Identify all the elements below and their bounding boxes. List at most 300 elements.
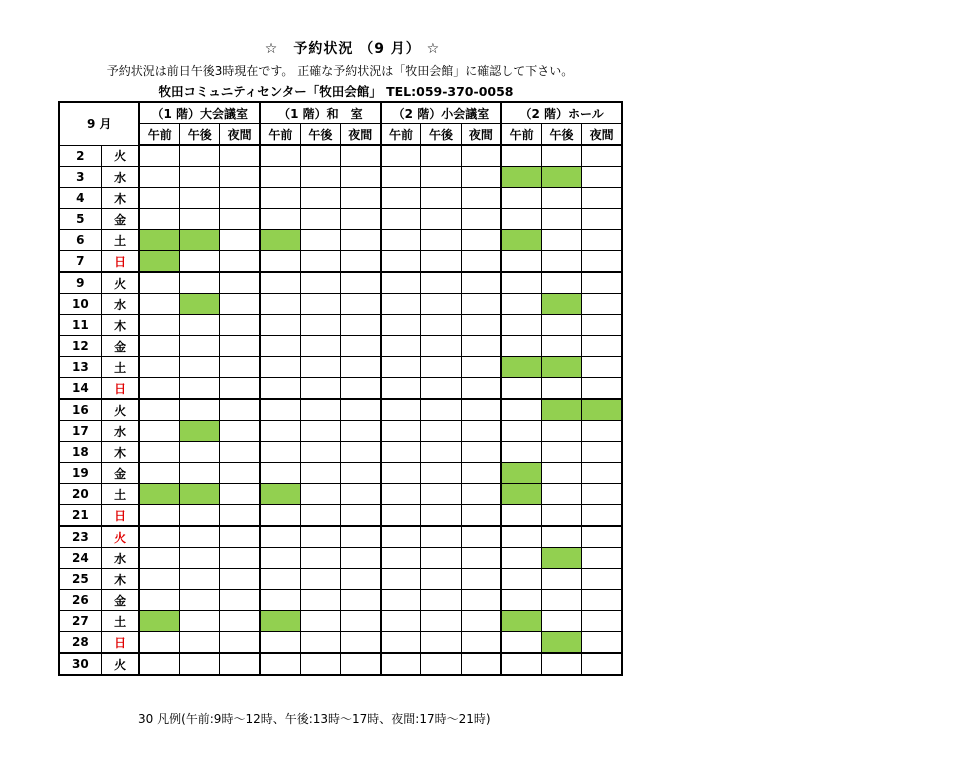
table-row [59, 357, 622, 378]
weekday-cell: 金 [101, 336, 139, 357]
open-slot [381, 378, 421, 400]
open-slot [582, 526, 622, 548]
table-row [59, 590, 622, 611]
open-slot [582, 421, 622, 442]
date-cell: 17 [59, 421, 101, 442]
open-slot [461, 145, 501, 167]
open-slot [582, 378, 622, 400]
open-slot [541, 315, 581, 336]
open-slot [180, 167, 220, 188]
open-slot [421, 653, 461, 675]
weekday-cell: 水 [101, 167, 139, 188]
open-slot [139, 548, 179, 569]
open-slot [300, 632, 340, 654]
open-slot [220, 611, 260, 632]
open-slot [340, 421, 380, 442]
table-row [59, 569, 622, 590]
table-row [59, 632, 622, 654]
table-row [59, 463, 622, 484]
open-slot [582, 251, 622, 273]
open-slot [180, 188, 220, 209]
open-slot [461, 188, 501, 209]
open-slot [421, 378, 461, 400]
open-slot [421, 548, 461, 569]
open-slot [300, 548, 340, 569]
open-slot [300, 294, 340, 315]
open-slot [220, 399, 260, 421]
open-slot [300, 505, 340, 527]
open-slot [139, 188, 179, 209]
date-cell: 18 [59, 442, 101, 463]
open-slot [300, 378, 340, 400]
table-row [59, 230, 622, 251]
open-slot [340, 463, 380, 484]
open-slot [260, 336, 300, 357]
open-slot [461, 548, 501, 569]
open-slot [139, 145, 179, 167]
open-slot [139, 357, 179, 378]
open-slot [180, 611, 220, 632]
open-slot [381, 653, 421, 675]
open-slot [421, 357, 461, 378]
open-slot [220, 167, 260, 188]
open-slot [139, 399, 179, 421]
open-slot [300, 590, 340, 611]
slot-header: 夜間 [461, 124, 501, 146]
open-slot [501, 442, 541, 463]
open-slot [139, 505, 179, 527]
open-slot [461, 611, 501, 632]
booked-slot [541, 294, 581, 315]
open-slot [381, 548, 421, 569]
open-slot [180, 505, 220, 527]
open-slot [340, 378, 380, 400]
open-slot [381, 399, 421, 421]
open-slot [381, 315, 421, 336]
date-cell: 27 [59, 611, 101, 632]
table-row [59, 272, 622, 294]
booked-slot [501, 611, 541, 632]
open-slot [381, 251, 421, 273]
table-row [59, 505, 622, 527]
open-slot [501, 294, 541, 315]
open-slot [260, 167, 300, 188]
open-slot [541, 188, 581, 209]
weekday-cell: 火 [101, 653, 139, 675]
booked-slot [260, 611, 300, 632]
page-title: ☆ 予約状況 （9 月） ☆ [264, 41, 441, 57]
open-slot [340, 272, 380, 294]
open-slot [220, 315, 260, 336]
open-slot [541, 251, 581, 273]
weekday-cell: 火 [101, 399, 139, 421]
open-slot [582, 611, 622, 632]
table-row [59, 653, 622, 675]
slot-header: 午後 [180, 124, 220, 146]
open-slot [220, 209, 260, 230]
open-slot [300, 272, 340, 294]
open-slot [260, 421, 300, 442]
open-slot [461, 463, 501, 484]
open-slot [501, 378, 541, 400]
date-cell: 19 [59, 463, 101, 484]
date-cell: 11 [59, 315, 101, 336]
open-slot [541, 653, 581, 675]
open-slot [220, 463, 260, 484]
open-slot [220, 653, 260, 675]
open-slot [381, 442, 421, 463]
open-slot [501, 209, 541, 230]
open-slot [139, 590, 179, 611]
booked-slot [582, 399, 622, 421]
table-row [59, 294, 622, 315]
table-row [59, 611, 622, 632]
open-slot [260, 272, 300, 294]
open-slot [260, 209, 300, 230]
weekday-cell: 金 [101, 590, 139, 611]
open-slot [421, 188, 461, 209]
open-slot [541, 421, 581, 442]
open-slot [180, 145, 220, 167]
open-slot [461, 590, 501, 611]
open-slot [260, 188, 300, 209]
date-cell: 3 [59, 167, 101, 188]
open-slot [300, 230, 340, 251]
open-slot [220, 336, 260, 357]
room-header: （1 階）和 室 [260, 102, 381, 124]
open-slot [340, 569, 380, 590]
open-slot [501, 272, 541, 294]
open-slot [180, 251, 220, 273]
open-slot [300, 145, 340, 167]
open-slot [501, 590, 541, 611]
open-slot [260, 632, 300, 654]
open-slot [340, 526, 380, 548]
weekday-cell: 木 [101, 569, 139, 590]
booked-slot [180, 421, 220, 442]
open-slot [541, 378, 581, 400]
open-slot [340, 315, 380, 336]
open-slot [381, 188, 421, 209]
open-slot [421, 399, 461, 421]
date-cell: 16 [59, 399, 101, 421]
date-cell: 12 [59, 336, 101, 357]
open-slot [260, 526, 300, 548]
open-slot [461, 315, 501, 336]
open-slot [220, 484, 260, 505]
date-cell: 24 [59, 548, 101, 569]
booked-slot [541, 167, 581, 188]
open-slot [541, 442, 581, 463]
open-slot [421, 294, 461, 315]
open-slot [260, 590, 300, 611]
open-slot [340, 611, 380, 632]
weekday-cell: 土 [101, 611, 139, 632]
open-slot [300, 167, 340, 188]
weekday-cell: 木 [101, 315, 139, 336]
open-slot [582, 632, 622, 654]
open-slot [501, 569, 541, 590]
table-row [59, 251, 622, 273]
open-slot [501, 505, 541, 527]
booked-slot [139, 230, 179, 251]
open-slot [582, 209, 622, 230]
open-slot [501, 315, 541, 336]
open-slot [180, 209, 220, 230]
open-slot [180, 548, 220, 569]
open-slot [340, 653, 380, 675]
open-slot [260, 505, 300, 527]
open-slot [260, 653, 300, 675]
open-slot [501, 526, 541, 548]
table-row [59, 188, 622, 209]
open-slot [139, 526, 179, 548]
open-slot [300, 336, 340, 357]
open-slot [501, 188, 541, 209]
open-slot [381, 526, 421, 548]
open-slot [381, 484, 421, 505]
booked-slot [501, 357, 541, 378]
open-slot [421, 526, 461, 548]
slot-header: 午前 [260, 124, 300, 146]
open-slot [461, 442, 501, 463]
booked-slot [180, 230, 220, 251]
open-slot [340, 399, 380, 421]
booked-slot [501, 167, 541, 188]
open-slot [220, 357, 260, 378]
open-slot [340, 145, 380, 167]
weekday-cell: 土 [101, 230, 139, 251]
open-slot [381, 272, 421, 294]
weekday-cell: 日 [101, 505, 139, 527]
open-slot [582, 336, 622, 357]
slot-header: 夜間 [220, 124, 260, 146]
booked-slot [541, 399, 581, 421]
open-slot [381, 357, 421, 378]
open-slot [461, 230, 501, 251]
open-slot [381, 336, 421, 357]
open-slot [461, 336, 501, 357]
open-slot [220, 294, 260, 315]
open-slot [582, 442, 622, 463]
open-slot [340, 251, 380, 273]
open-slot [220, 272, 260, 294]
slot-header: 夜間 [340, 124, 380, 146]
open-slot [582, 505, 622, 527]
open-slot [421, 230, 461, 251]
open-slot [501, 653, 541, 675]
open-slot [340, 590, 380, 611]
weekday-cell: 水 [101, 421, 139, 442]
open-slot [300, 611, 340, 632]
open-slot [300, 209, 340, 230]
open-slot [582, 272, 622, 294]
table-row [59, 484, 622, 505]
date-cell: 5 [59, 209, 101, 230]
open-slot [461, 378, 501, 400]
open-slot [381, 505, 421, 527]
open-slot [300, 421, 340, 442]
open-slot [139, 336, 179, 357]
open-slot [541, 590, 581, 611]
open-slot [220, 188, 260, 209]
date-cell: 4 [59, 188, 101, 209]
weekday-cell: 火 [101, 526, 139, 548]
open-slot [260, 442, 300, 463]
open-slot [501, 632, 541, 654]
open-slot [220, 378, 260, 400]
open-slot [461, 209, 501, 230]
open-slot [421, 421, 461, 442]
slot-header: 午前 [381, 124, 421, 146]
open-slot [421, 611, 461, 632]
open-slot [300, 526, 340, 548]
open-slot [260, 357, 300, 378]
booked-slot [541, 632, 581, 654]
open-slot [220, 505, 260, 527]
open-slot [139, 378, 179, 400]
open-slot [582, 294, 622, 315]
booked-slot [260, 230, 300, 251]
open-slot [582, 167, 622, 188]
open-slot [421, 484, 461, 505]
weekday-cell: 金 [101, 209, 139, 230]
open-slot [461, 505, 501, 527]
table-row [59, 315, 622, 336]
open-slot [541, 336, 581, 357]
open-slot [180, 590, 220, 611]
table-row [59, 167, 622, 188]
open-slot [220, 632, 260, 654]
open-slot [501, 145, 541, 167]
open-slot [340, 357, 380, 378]
open-slot [300, 463, 340, 484]
date-cell: 20 [59, 484, 101, 505]
open-slot [180, 399, 220, 421]
open-slot [220, 421, 260, 442]
open-slot [541, 145, 581, 167]
table-row [59, 548, 622, 569]
open-slot [260, 145, 300, 167]
open-slot [582, 548, 622, 569]
booked-slot [541, 357, 581, 378]
open-slot [421, 209, 461, 230]
open-slot [582, 145, 622, 167]
open-slot [461, 421, 501, 442]
open-slot [260, 399, 300, 421]
weekday-cell: 木 [101, 442, 139, 463]
weekday-cell: 土 [101, 484, 139, 505]
open-slot [501, 548, 541, 569]
booked-slot [139, 611, 179, 632]
open-slot [381, 230, 421, 251]
open-slot [220, 230, 260, 251]
open-slot [461, 653, 501, 675]
weekday-cell: 日 [101, 378, 139, 400]
open-slot [180, 357, 220, 378]
room-header: （2 階）小会議室 [381, 102, 502, 124]
room-header: （2 階）ホール [501, 102, 622, 124]
open-slot [300, 569, 340, 590]
open-slot [421, 145, 461, 167]
weekday-cell: 火 [101, 145, 139, 167]
table-row [59, 421, 622, 442]
reservation-table [58, 101, 623, 676]
booked-slot [180, 484, 220, 505]
open-slot [381, 632, 421, 654]
table-row [59, 209, 622, 230]
open-slot [582, 463, 622, 484]
open-slot [220, 526, 260, 548]
booked-slot [541, 548, 581, 569]
open-slot [582, 230, 622, 251]
open-slot [180, 442, 220, 463]
open-slot [501, 421, 541, 442]
open-slot [260, 315, 300, 336]
open-slot [582, 590, 622, 611]
open-slot [300, 357, 340, 378]
open-slot [541, 484, 581, 505]
booked-slot [139, 251, 179, 273]
open-slot [461, 357, 501, 378]
open-slot [139, 632, 179, 654]
open-slot [340, 505, 380, 527]
date-cell: 25 [59, 569, 101, 590]
open-slot [300, 399, 340, 421]
booked-slot [501, 230, 541, 251]
open-slot [300, 442, 340, 463]
open-slot [501, 251, 541, 273]
open-slot [300, 484, 340, 505]
slot-header: 午後 [541, 124, 581, 146]
open-slot [582, 653, 622, 675]
open-slot [340, 167, 380, 188]
open-slot [340, 484, 380, 505]
open-slot [381, 421, 421, 442]
open-slot [220, 590, 260, 611]
open-slot [340, 336, 380, 357]
open-slot [220, 251, 260, 273]
open-slot [260, 463, 300, 484]
open-slot [381, 167, 421, 188]
open-slot [582, 484, 622, 505]
date-cell: 10 [59, 294, 101, 315]
open-slot [139, 315, 179, 336]
open-slot [541, 230, 581, 251]
open-slot [139, 463, 179, 484]
weekday-cell: 水 [101, 548, 139, 569]
date-cell: 7 [59, 251, 101, 273]
date-cell: 21 [59, 505, 101, 527]
weekday-cell: 水 [101, 294, 139, 315]
table-row [59, 526, 622, 548]
open-slot [421, 505, 461, 527]
open-slot [461, 272, 501, 294]
open-slot [421, 251, 461, 273]
open-slot [582, 357, 622, 378]
contact-info: 牧田コミュニティセンター「牧田会館」 TEL:059-370-0058 [158, 84, 514, 99]
weekday-cell: 木 [101, 188, 139, 209]
open-slot [260, 548, 300, 569]
open-slot [421, 569, 461, 590]
open-slot [139, 294, 179, 315]
status-note: 予約状況は前日午後3時現在です。 正確な予約状況は「牧田会館」に確認して下さい。 [106, 64, 574, 78]
date-cell: 13 [59, 357, 101, 378]
booked-slot [501, 463, 541, 484]
open-slot [340, 209, 380, 230]
booked-slot [501, 484, 541, 505]
open-slot [461, 167, 501, 188]
